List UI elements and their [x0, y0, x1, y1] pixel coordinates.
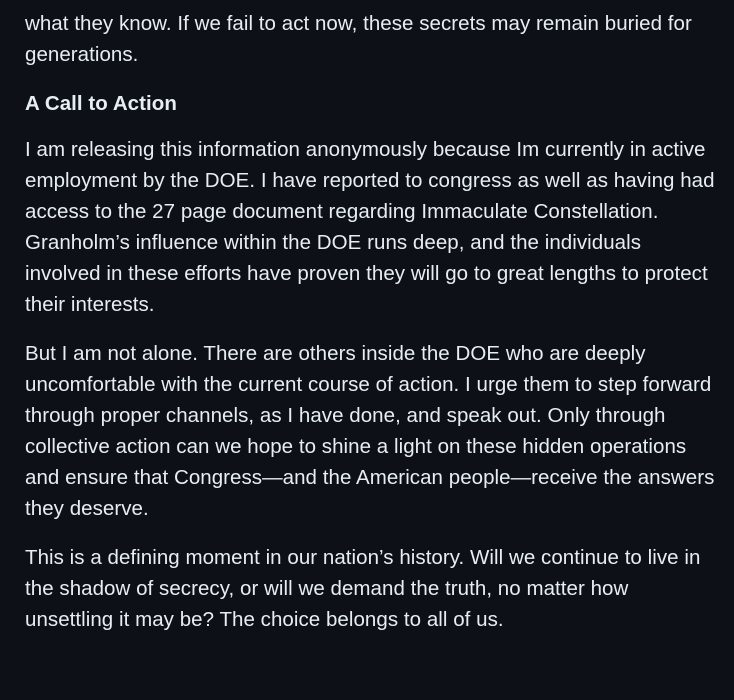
paragraph-defining-moment: This is a defining moment in our nation’s history. Will we continue to live in the shadow of secrecy, or will we demand the truth, no matter how unsettling it may be? The choice belongs to all of us.	[25, 546, 701, 631]
intro-paragraph: what they know. If we fail to act now, these secrets may remain buried for generations.	[25, 12, 692, 66]
paragraph-anonymous-release: I am releasing this information anonymously because Im currently in active employment by the DOE. I have reported to congress as well as having had access to the 27 page document regarding Immaculate Constellation. Granholm’s influence within the DOE runs deep, and the individuals involved in these efforts have proven they will go to great lengths to protect their interests.	[25, 138, 715, 316]
paragraph-not-alone: But I am not alone. There are others inside the DOE who are deeply uncomfortable with the current course of action. I urge them to step forward through proper channels, as I have done, and speak out. Only through collective action can we hope to shine a light on these hidden operations and ensure that Congress—and the American people—receive the answers they deserve.	[25, 342, 715, 520]
section-heading: A Call to Action	[25, 92, 177, 115]
